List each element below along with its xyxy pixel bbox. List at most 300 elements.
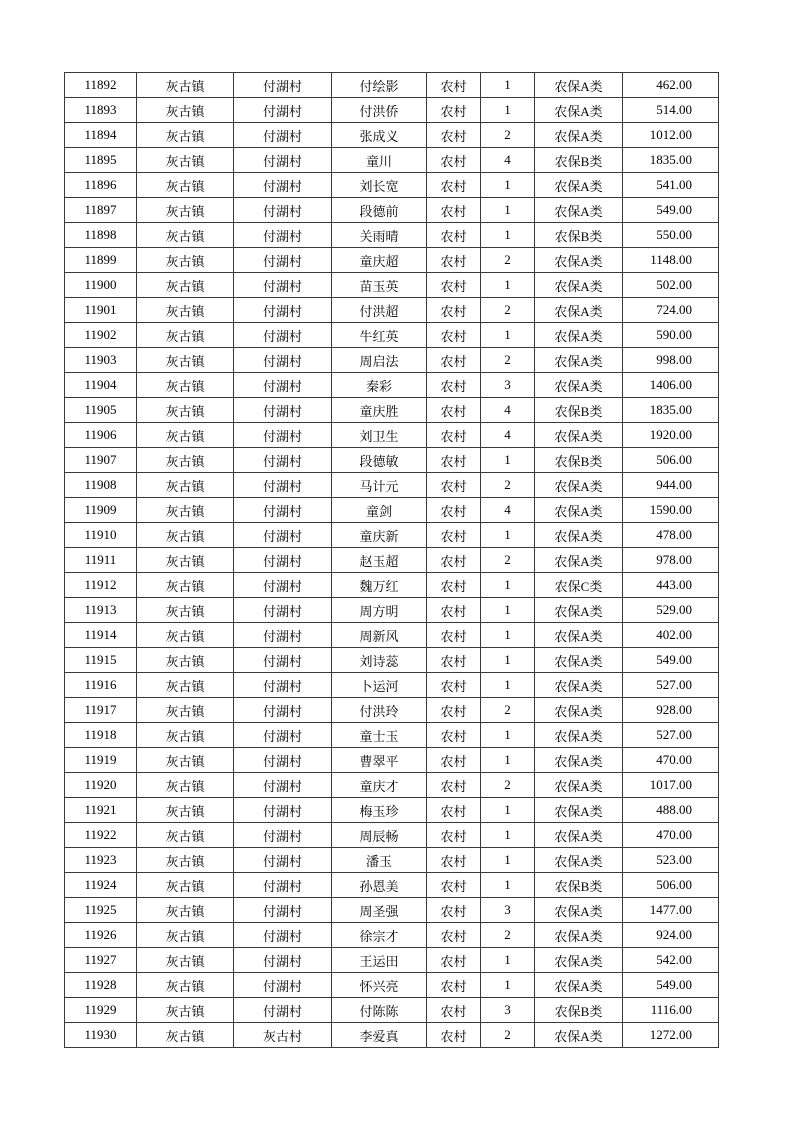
table-row: [65, 1023, 719, 1048]
cell-id: 11893: [65, 98, 137, 123]
cell-village: 付湖村: [234, 823, 332, 848]
cell-category: 农保A类: [535, 273, 623, 298]
cell-amount: 1017.00: [623, 773, 719, 798]
cell-town: 灰古镇: [137, 198, 234, 223]
cell-village: 付湖村: [234, 648, 332, 673]
cell-amount: 998.00: [623, 348, 719, 373]
cell-residence: 农村: [427, 948, 481, 973]
cell-town: 灰古镇: [137, 498, 234, 523]
cell-amount: 470.00: [623, 823, 719, 848]
table-row: [65, 898, 719, 923]
cell-amount: 478.00: [623, 523, 719, 548]
cell-category: 农保A类: [535, 548, 623, 573]
cell-town: 灰古镇: [137, 173, 234, 198]
cell-amount: 549.00: [623, 973, 719, 998]
cell-village: 付湖村: [234, 623, 332, 648]
cell-id: 11917: [65, 698, 137, 723]
cell-count: 2: [481, 1023, 535, 1048]
cell-name: 周启法: [332, 348, 427, 373]
cell-category: 农保A类: [535, 323, 623, 348]
cell-id: 11924: [65, 873, 137, 898]
cell-count: 1: [481, 598, 535, 623]
cell-count: 1: [481, 223, 535, 248]
cell-village: 付湖村: [234, 498, 332, 523]
cell-id: 11913: [65, 598, 137, 623]
cell-name: 童庆才: [332, 773, 427, 798]
cell-town: 灰古镇: [137, 98, 234, 123]
cell-id: 11919: [65, 748, 137, 773]
cell-name: 周方明: [332, 598, 427, 623]
cell-name: 付洪超: [332, 298, 427, 323]
cell-amount: 506.00: [623, 873, 719, 898]
cell-village: 付湖村: [234, 548, 332, 573]
cell-count: 2: [481, 698, 535, 723]
cell-name: 秦彩: [332, 373, 427, 398]
table-row: [65, 248, 719, 273]
cell-amount: 529.00: [623, 598, 719, 623]
cell-count: 1: [481, 823, 535, 848]
cell-name: 魏万红: [332, 573, 427, 598]
table-row: [65, 773, 719, 798]
table-row: [65, 923, 719, 948]
table-row: [65, 98, 719, 123]
cell-name: 梅玉珍: [332, 798, 427, 823]
table-row: [65, 573, 719, 598]
cell-town: 灰古镇: [137, 1023, 234, 1048]
cell-name: 马计元: [332, 473, 427, 498]
cell-residence: 农村: [427, 923, 481, 948]
cell-count: 2: [481, 248, 535, 273]
table-row: [65, 648, 719, 673]
cell-category: 农保A类: [535, 523, 623, 548]
cell-town: 灰古镇: [137, 573, 234, 598]
cell-village: 付湖村: [234, 423, 332, 448]
cell-id: 11898: [65, 223, 137, 248]
cell-town: 灰古镇: [137, 923, 234, 948]
cell-town: 灰古镇: [137, 473, 234, 498]
cell-town: 灰古镇: [137, 523, 234, 548]
benefits-table: [64, 72, 719, 1048]
cell-category: 农保A类: [535, 473, 623, 498]
cell-name: 付洪玲: [332, 698, 427, 723]
cell-id: 11892: [65, 73, 137, 98]
cell-id: 11927: [65, 948, 137, 973]
cell-village: 付湖村: [234, 273, 332, 298]
cell-category: 农保A类: [535, 823, 623, 848]
cell-village: 付湖村: [234, 973, 332, 998]
table-row: [65, 948, 719, 973]
cell-name: 刘诗蕊: [332, 648, 427, 673]
table-row: [65, 673, 719, 698]
cell-category: 农保B类: [535, 223, 623, 248]
cell-amount: 1012.00: [623, 123, 719, 148]
cell-count: 1: [481, 673, 535, 698]
table-row: [65, 498, 719, 523]
cell-id: 11907: [65, 448, 137, 473]
cell-count: 1: [481, 848, 535, 873]
cell-village: 付湖村: [234, 323, 332, 348]
cell-town: 灰古镇: [137, 798, 234, 823]
cell-town: 灰古镇: [137, 598, 234, 623]
cell-residence: 农村: [427, 223, 481, 248]
cell-count: 1: [481, 98, 535, 123]
cell-town: 灰古镇: [137, 148, 234, 173]
cell-amount: 924.00: [623, 923, 719, 948]
cell-residence: 农村: [427, 623, 481, 648]
cell-category: 农保A类: [535, 973, 623, 998]
cell-amount: 1920.00: [623, 423, 719, 448]
cell-amount: 1590.00: [623, 498, 719, 523]
cell-category: 农保A类: [535, 898, 623, 923]
cell-town: 灰古镇: [137, 948, 234, 973]
cell-residence: 农村: [427, 248, 481, 273]
cell-residence: 农村: [427, 123, 481, 148]
cell-residence: 农村: [427, 648, 481, 673]
cell-amount: 462.00: [623, 73, 719, 98]
cell-name: 潘玉: [332, 848, 427, 873]
cell-count: 1: [481, 798, 535, 823]
cell-residence: 农村: [427, 823, 481, 848]
cell-amount: 523.00: [623, 848, 719, 873]
cell-category: 农保A类: [535, 773, 623, 798]
cell-id: 11923: [65, 848, 137, 873]
cell-name: 童庆新: [332, 523, 427, 548]
cell-category: 农保A类: [535, 98, 623, 123]
cell-id: 11911: [65, 548, 137, 573]
cell-amount: 944.00: [623, 473, 719, 498]
table-row: [65, 998, 719, 1023]
cell-count: 2: [481, 548, 535, 573]
table-row: [65, 623, 719, 648]
cell-count: 1: [481, 173, 535, 198]
cell-count: 1: [481, 873, 535, 898]
cell-residence: 农村: [427, 723, 481, 748]
cell-name: 段德敏: [332, 448, 427, 473]
cell-count: 2: [481, 348, 535, 373]
cell-count: 1: [481, 948, 535, 973]
cell-name: 牛红英: [332, 323, 427, 348]
cell-amount: 724.00: [623, 298, 719, 323]
cell-residence: 农村: [427, 348, 481, 373]
cell-town: 灰古镇: [137, 548, 234, 573]
cell-residence: 农村: [427, 548, 481, 573]
cell-category: 农保A类: [535, 198, 623, 223]
cell-name: 周辰畅: [332, 823, 427, 848]
cell-village: 付湖村: [234, 598, 332, 623]
cell-name: 张成义: [332, 123, 427, 148]
cell-amount: 549.00: [623, 648, 719, 673]
cell-residence: 农村: [427, 173, 481, 198]
cell-count: 1: [481, 323, 535, 348]
cell-amount: 1835.00: [623, 148, 719, 173]
cell-amount: 402.00: [623, 623, 719, 648]
table-row: [65, 823, 719, 848]
table-row: [65, 198, 719, 223]
table-row: [65, 548, 719, 573]
cell-id: 11914: [65, 623, 137, 648]
cell-category: 农保A类: [535, 598, 623, 623]
cell-name: 关雨晴: [332, 223, 427, 248]
cell-count: 1: [481, 623, 535, 648]
cell-id: 11896: [65, 173, 137, 198]
cell-amount: 1477.00: [623, 898, 719, 923]
table-row: [65, 373, 719, 398]
cell-category: 农保A类: [535, 1023, 623, 1048]
cell-count: 2: [481, 773, 535, 798]
cell-town: 灰古镇: [137, 723, 234, 748]
cell-category: 农保A类: [535, 73, 623, 98]
table-row: [65, 723, 719, 748]
cell-count: 3: [481, 373, 535, 398]
cell-count: 4: [481, 398, 535, 423]
cell-village: 付湖村: [234, 923, 332, 948]
cell-id: 11895: [65, 148, 137, 173]
table-row: [65, 448, 719, 473]
cell-amount: 542.00: [623, 948, 719, 973]
cell-amount: 978.00: [623, 548, 719, 573]
table-row: [65, 698, 719, 723]
cell-name: 赵玉超: [332, 548, 427, 573]
table-row: [65, 148, 719, 173]
cell-town: 灰古镇: [137, 648, 234, 673]
cell-name: 段德前: [332, 198, 427, 223]
cell-id: 11921: [65, 798, 137, 823]
cell-name: 卜运河: [332, 673, 427, 698]
cell-village: 付湖村: [234, 148, 332, 173]
cell-category: 农保A类: [535, 673, 623, 698]
cell-residence: 农村: [427, 523, 481, 548]
cell-village: 付湖村: [234, 198, 332, 223]
cell-residence: 农村: [427, 323, 481, 348]
cell-town: 灰古镇: [137, 848, 234, 873]
cell-town: 灰古镇: [137, 773, 234, 798]
cell-count: 1: [481, 723, 535, 748]
cell-amount: 514.00: [623, 98, 719, 123]
cell-village: 付湖村: [234, 773, 332, 798]
cell-count: 3: [481, 898, 535, 923]
cell-name: 童庆超: [332, 248, 427, 273]
cell-category: 农保A类: [535, 698, 623, 723]
cell-category: 农保B类: [535, 398, 623, 423]
cell-residence: 农村: [427, 673, 481, 698]
cell-count: 2: [481, 123, 535, 148]
cell-town: 灰古镇: [137, 298, 234, 323]
cell-residence: 农村: [427, 873, 481, 898]
cell-residence: 农村: [427, 1023, 481, 1048]
cell-residence: 农村: [427, 98, 481, 123]
cell-residence: 农村: [427, 598, 481, 623]
cell-id: 11926: [65, 923, 137, 948]
cell-residence: 农村: [427, 573, 481, 598]
cell-category: 农保A类: [535, 373, 623, 398]
cell-village: 付湖村: [234, 473, 332, 498]
table-row: [65, 848, 719, 873]
cell-town: 灰古镇: [137, 73, 234, 98]
cell-count: 1: [481, 973, 535, 998]
cell-town: 灰古镇: [137, 973, 234, 998]
cell-count: 2: [481, 923, 535, 948]
table-row: [65, 523, 719, 548]
cell-village: 付湖村: [234, 673, 332, 698]
cell-id: 11905: [65, 398, 137, 423]
cell-town: 灰古镇: [137, 323, 234, 348]
cell-id: 11918: [65, 723, 137, 748]
cell-amount: 506.00: [623, 448, 719, 473]
cell-count: 1: [481, 523, 535, 548]
cell-town: 灰古镇: [137, 698, 234, 723]
cell-name: 周圣强: [332, 898, 427, 923]
cell-name: 王运田: [332, 948, 427, 973]
cell-village: 付湖村: [234, 723, 332, 748]
cell-village: 付湖村: [234, 173, 332, 198]
cell-id: 11908: [65, 473, 137, 498]
cell-village: 付湖村: [234, 798, 332, 823]
cell-category: 农保A类: [535, 173, 623, 198]
cell-amount: 1406.00: [623, 373, 719, 398]
cell-residence: 农村: [427, 748, 481, 773]
cell-residence: 农村: [427, 798, 481, 823]
table-row: [65, 123, 719, 148]
cell-name: 付陈陈: [332, 998, 427, 1023]
cell-count: 1: [481, 648, 535, 673]
cell-name: 童庆胜: [332, 398, 427, 423]
table-row: [65, 473, 719, 498]
cell-residence: 农村: [427, 198, 481, 223]
cell-category: 农保A类: [535, 948, 623, 973]
table-row: [65, 798, 719, 823]
cell-amount: 550.00: [623, 223, 719, 248]
cell-village: 付湖村: [234, 398, 332, 423]
cell-count: 4: [481, 148, 535, 173]
cell-town: 灰古镇: [137, 123, 234, 148]
cell-category: 农保A类: [535, 798, 623, 823]
table-row: [65, 298, 719, 323]
cell-village: 付湖村: [234, 748, 332, 773]
cell-count: 1: [481, 573, 535, 598]
cell-amount: 541.00: [623, 173, 719, 198]
table-row: [65, 323, 719, 348]
cell-category: 农保A类: [535, 623, 623, 648]
cell-town: 灰古镇: [137, 373, 234, 398]
cell-id: 11903: [65, 348, 137, 373]
cell-name: 周新风: [332, 623, 427, 648]
cell-town: 灰古镇: [137, 448, 234, 473]
cell-residence: 农村: [427, 448, 481, 473]
cell-amount: 590.00: [623, 323, 719, 348]
cell-amount: 470.00: [623, 748, 719, 773]
table-row: [65, 398, 719, 423]
cell-category: 农保A类: [535, 123, 623, 148]
cell-count: 2: [481, 298, 535, 323]
cell-name: 曹翠平: [332, 748, 427, 773]
cell-village: 付湖村: [234, 348, 332, 373]
cell-id: 11915: [65, 648, 137, 673]
cell-village: 付湖村: [234, 573, 332, 598]
table-row: [65, 173, 719, 198]
cell-village: 付湖村: [234, 848, 332, 873]
cell-count: 3: [481, 998, 535, 1023]
cell-id: 11894: [65, 123, 137, 148]
cell-village: 付湖村: [234, 223, 332, 248]
cell-id: 11922: [65, 823, 137, 848]
cell-name: 徐宗才: [332, 923, 427, 948]
cell-category: 农保A类: [535, 723, 623, 748]
cell-id: 11906: [65, 423, 137, 448]
cell-amount: 527.00: [623, 673, 719, 698]
cell-amount: 1272.00: [623, 1023, 719, 1048]
cell-count: 1: [481, 273, 535, 298]
table-row: [65, 748, 719, 773]
cell-amount: 502.00: [623, 273, 719, 298]
cell-category: 农保B类: [535, 448, 623, 473]
cell-town: 灰古镇: [137, 873, 234, 898]
cell-town: 灰古镇: [137, 248, 234, 273]
cell-residence: 农村: [427, 373, 481, 398]
cell-category: 农保A类: [535, 848, 623, 873]
cell-count: 1: [481, 73, 535, 98]
cell-id: 11912: [65, 573, 137, 598]
records-table-body: [65, 73, 719, 1048]
cell-category: 农保A类: [535, 348, 623, 373]
cell-residence: 农村: [427, 398, 481, 423]
cell-category: 农保A类: [535, 298, 623, 323]
cell-id: 11902: [65, 323, 137, 348]
cell-residence: 农村: [427, 73, 481, 98]
cell-residence: 农村: [427, 698, 481, 723]
cell-name: 童剑: [332, 498, 427, 523]
cell-id: 11897: [65, 198, 137, 223]
cell-category: 农保A类: [535, 498, 623, 523]
cell-residence: 农村: [427, 998, 481, 1023]
cell-amount: 1148.00: [623, 248, 719, 273]
cell-name: 童士玉: [332, 723, 427, 748]
cell-category: 农保A类: [535, 248, 623, 273]
cell-village: 付湖村: [234, 98, 332, 123]
cell-amount: 1835.00: [623, 398, 719, 423]
cell-category: 农保B类: [535, 873, 623, 898]
cell-town: 灰古镇: [137, 998, 234, 1023]
cell-id: 11900: [65, 273, 137, 298]
cell-village: 付湖村: [234, 123, 332, 148]
cell-town: 灰古镇: [137, 748, 234, 773]
cell-town: 灰古镇: [137, 348, 234, 373]
cell-category: 农保B类: [535, 998, 623, 1023]
cell-residence: 农村: [427, 498, 481, 523]
cell-amount: 928.00: [623, 698, 719, 723]
table-row: [65, 973, 719, 998]
cell-id: 11925: [65, 898, 137, 923]
cell-count: 1: [481, 748, 535, 773]
cell-id: 11916: [65, 673, 137, 698]
cell-category: 农保A类: [535, 923, 623, 948]
cell-name: 刘长宽: [332, 173, 427, 198]
cell-residence: 农村: [427, 848, 481, 873]
cell-category: 农保A类: [535, 423, 623, 448]
cell-village: 付湖村: [234, 523, 332, 548]
cell-id: 11904: [65, 373, 137, 398]
table-row: [65, 348, 719, 373]
cell-residence: 农村: [427, 273, 481, 298]
cell-town: 灰古镇: [137, 623, 234, 648]
cell-amount: 527.00: [623, 723, 719, 748]
cell-town: 灰古镇: [137, 398, 234, 423]
cell-name: 李爱真: [332, 1023, 427, 1048]
cell-village: 灰古村: [234, 1023, 332, 1048]
cell-residence: 农村: [427, 148, 481, 173]
cell-count: 4: [481, 423, 535, 448]
cell-id: 11901: [65, 298, 137, 323]
cell-category: 农保A类: [535, 648, 623, 673]
